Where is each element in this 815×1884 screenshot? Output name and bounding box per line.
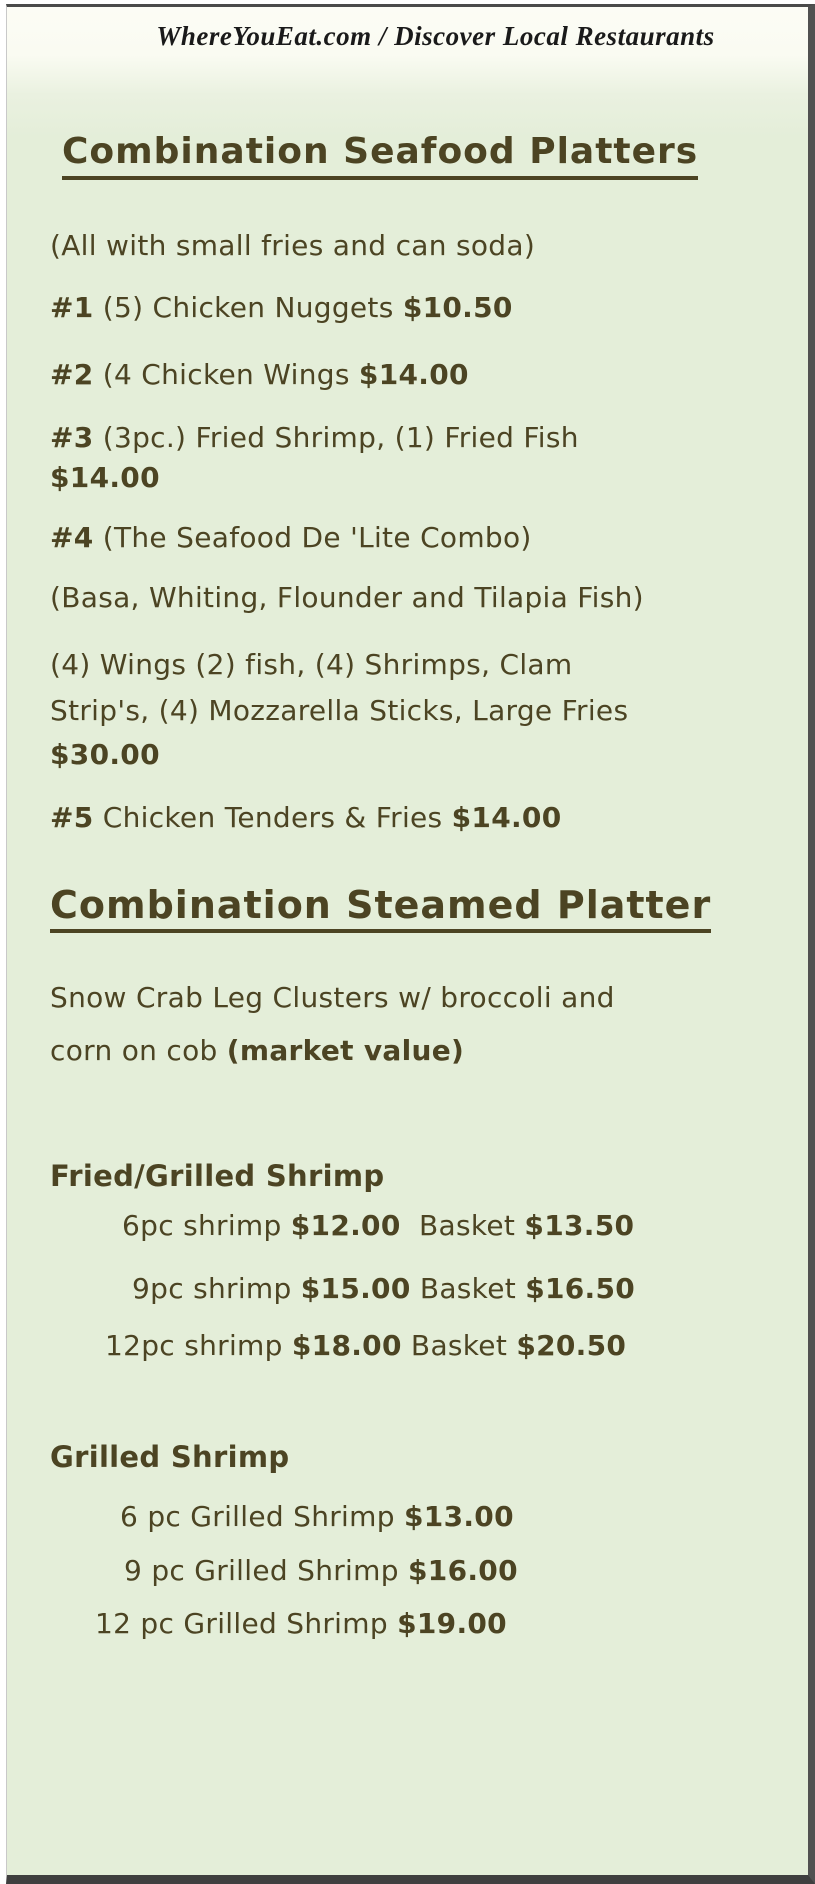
section-title-steamed: Combination Steamed Platter: [50, 883, 711, 933]
item-price: $15.00: [300, 1272, 411, 1305]
item-price: $10.50: [402, 291, 513, 324]
item-price: $13.00: [404, 1500, 514, 1533]
site-banner: WhereYouEat.com / Discover Local Restaurants: [156, 21, 715, 51]
steamed-item-line-2: [50, 1031, 768, 1071]
item-price: $16.00: [408, 1554, 518, 1587]
item-price: $14.00: [358, 358, 469, 391]
item-desc: 9pc shrimp: [132, 1272, 301, 1305]
menu-item-3: [50, 418, 768, 458]
menu-item-3-price: $14.00: [50, 461, 160, 494]
menu-item-5: [50, 798, 768, 838]
section-steamed-platter: [50, 838, 768, 1071]
shrimp-row: [50, 1269, 768, 1309]
item-number: #2: [50, 358, 94, 391]
item-price: $14.00: [451, 801, 562, 834]
shrimp-row: [50, 1206, 768, 1246]
item-number: #4: [50, 521, 94, 554]
basket-label: Basket: [400, 1209, 525, 1242]
item-price: $18.00: [291, 1329, 402, 1362]
item-desc: 9 pc Grilled Shrimp: [124, 1554, 408, 1587]
menu-item-4-detail-2: (4) Wings (2) fish, (4) Shrimps, Clam: [50, 648, 573, 681]
shrimp-row: [50, 1551, 768, 1591]
menu-item-1: [50, 288, 768, 328]
section-seafood-platters: [50, 52, 768, 838]
menu-item-2: [50, 355, 768, 395]
item-number: #1: [50, 291, 94, 324]
menu-item-4-price: $30.00: [50, 738, 160, 771]
shrimp-row: [50, 1326, 768, 1366]
menu-item-4: [50, 518, 768, 558]
basket-label: Basket: [401, 1329, 517, 1362]
item-desc: corn on cob: [50, 1034, 227, 1067]
section-title-fried-grilled-shrimp: Fried/Grilled Shrimp: [50, 1159, 385, 1193]
section-title-grilled-shrimp: Grilled Shrimp: [50, 1440, 290, 1474]
basket-label: Basket: [410, 1272, 526, 1305]
item-price: $19.00: [397, 1607, 507, 1640]
item-number: #5: [50, 801, 94, 834]
item-price: $12.00: [290, 1209, 401, 1242]
section-grilled-shrimp: [50, 1437, 768, 1644]
item-desc: 12 pc Grilled Shrimp: [95, 1607, 398, 1640]
steamed-item-line-1: Snow Crab Leg Clusters w/ broccoli and: [50, 981, 615, 1014]
item-desc: (5) Chicken Nuggets: [93, 291, 403, 324]
shrimp-row: [50, 1497, 768, 1537]
section-fried-grilled-shrimp: [50, 1156, 768, 1366]
basket-price: $20.50: [516, 1329, 627, 1362]
item-desc: (3pc.) Fried Shrimp, (1) Fried Fish: [93, 421, 579, 454]
menu-item-4-detail-1: (Basa, Whiting, Flounder and Tilapia Fish): [50, 581, 644, 614]
section-title-seafood: Combination Seafood Platters: [62, 130, 698, 180]
basket-price: $16.50: [525, 1272, 636, 1305]
item-desc: (The Seafood De 'Lite Combo): [93, 521, 532, 554]
market-value-note: (market value): [226, 1034, 465, 1067]
item-number: #3: [50, 421, 94, 454]
item-desc: 6 pc Grilled Shrimp: [120, 1500, 404, 1533]
item-desc: 12pc shrimp: [105, 1329, 292, 1362]
shrimp-row: [50, 1604, 768, 1644]
basket-price: $13.50: [524, 1209, 635, 1242]
item-desc: (4 Chicken Wings: [93, 358, 359, 391]
menu-scan-image: [6, 4, 815, 1884]
menu-item-4-detail-3: Strip's, (4) Mozzarella Sticks, Large Fries: [50, 694, 629, 727]
item-desc: Chicken Tenders & Fries: [93, 801, 452, 834]
section-note: (All with small fries and can soda): [50, 229, 536, 262]
item-desc: 6pc shrimp: [122, 1209, 291, 1242]
menu-page: [7, 52, 808, 1644]
